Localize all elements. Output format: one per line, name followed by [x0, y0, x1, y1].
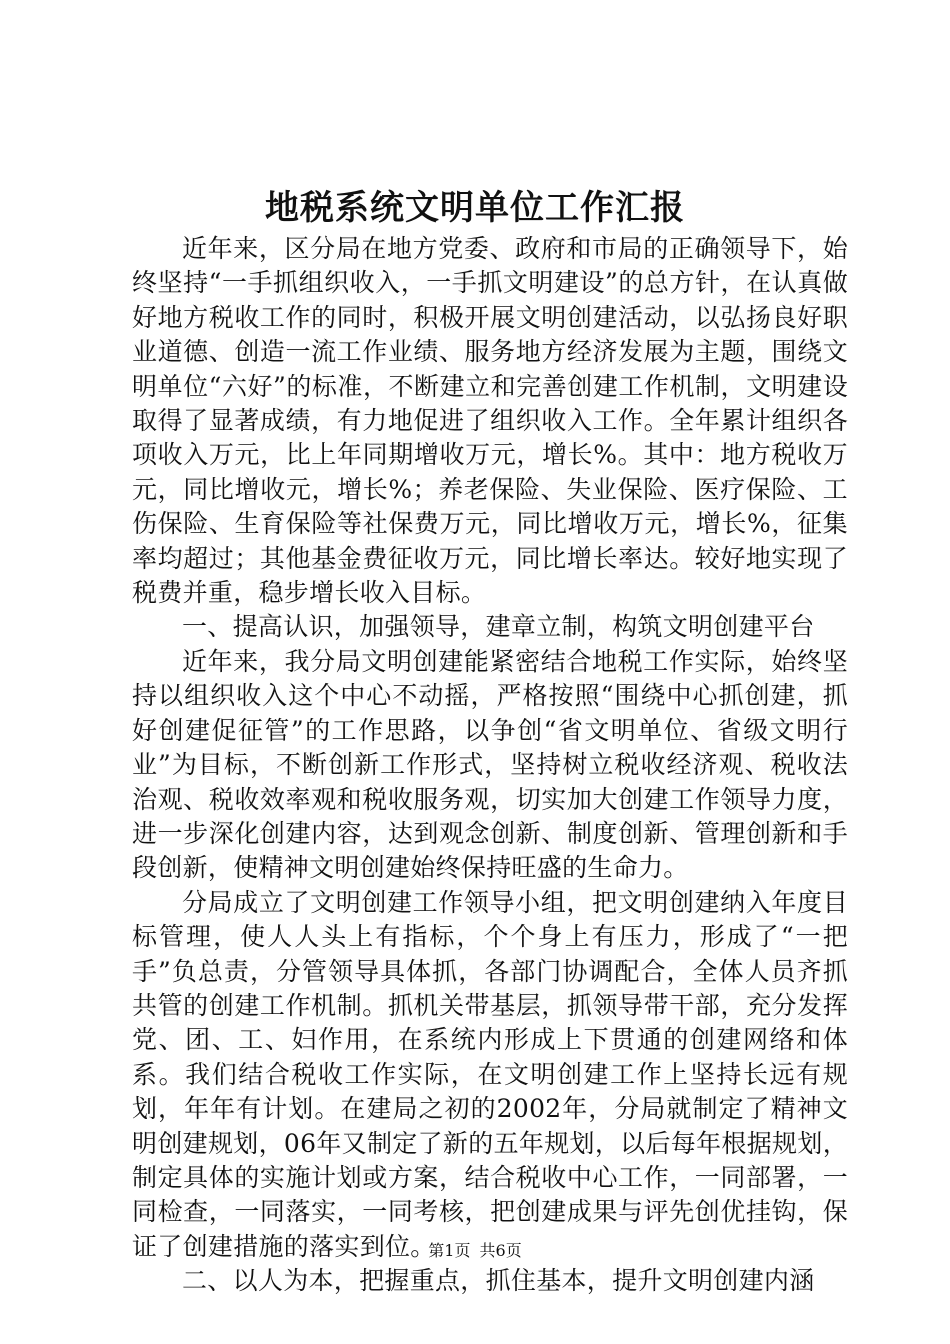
- section-heading-2: 二、以人为本，把握重点，抓住基本，提升文明创建内涵: [182, 1266, 815, 1296]
- section-heading-1: 一、提高认识，加强领导，建章立制，构筑文明创建平台: [182, 612, 815, 642]
- paragraph-section-1a: 近年来，我分局文明创建能紧密结合地税工作实际，始终坚持以组织收入这个中心不动摇，严格按照“围绕中心抓创建，抓好创建促征管”的工作思路，以争创“省文明单位、省级文明行业”为目标，不断创新工作形式，坚持树立税收经济观、税收法治观、税收效率观和税收服务观，切实加大创建工作领导力度，进一步深化创建内容，达到观念创新、制度创新、管理创新和手段创新，使精神文明创建始终保持旺盛的生命力。: [132, 646, 848, 883]
- paragraph-intro: 近年来，区分局在地方党委、政府和市局的正确领导下，始终坚持“一手抓组织收入，一手抓文明建设”的总方针，在认真做好地方税收工作的同时，积极开展文明创建活动，以弘扬良好职业道德、创造一流工作业绩、服务地方经济发展为主题，围绕文明单位“六好”的标准，不断建立和完善创建工作机制，文明建设取得了显著成绩，有力地促进了组织收入工作。全年累计组织各项收入万元，比上年同期增收万元，增长%。其中：地方税收万元，同比增收元，增长%；养老保险、失业保险、医疗保险、工伤保险、生育保险等社保费万元，同比增收万元，增长%，征集率均超过；其他基金费征收万元，同比增长率达。较好地实现了税费并重，稳步增长收入目标。: [132, 234, 848, 608]
- paragraph-section-1b: 分局成立了文明创建工作领导小组，把文明创建纳入年度目标管理，使人人头上有指标，个个身上有压力，形成了“一把手”负总责，分管领导具体抓，各部门协调配合，全体人员齐抓共管的创建工作机制。抓机关带基层，抓领导带干部，充分发挥党、团、工、妇作用，在系统内形成上下贯通的创建网络和体系。我们结合税收工作实际，在文明创建工作上坚持长远有规划，年年有计划。在建局之初的2002年，分局就制定了精神文明创建规划，06年又制定了新的五年规划，以后每年根据规划，制定具体的实施计划或方案，结合税收中心工作，一同部署，一同检查，一同落实，一同考核，把创建成果与评先创优挂钩，保证了创建措施的落实到位。: [132, 887, 848, 1261]
- page-total: 共6页: [479, 1241, 522, 1260]
- page-footer: [0, 1240, 950, 1262]
- document-body: [132, 232, 848, 1299]
- document-title: 地税系统文明单位工作汇报: [265, 188, 685, 228]
- page-number: 第1页: [428, 1241, 471, 1260]
